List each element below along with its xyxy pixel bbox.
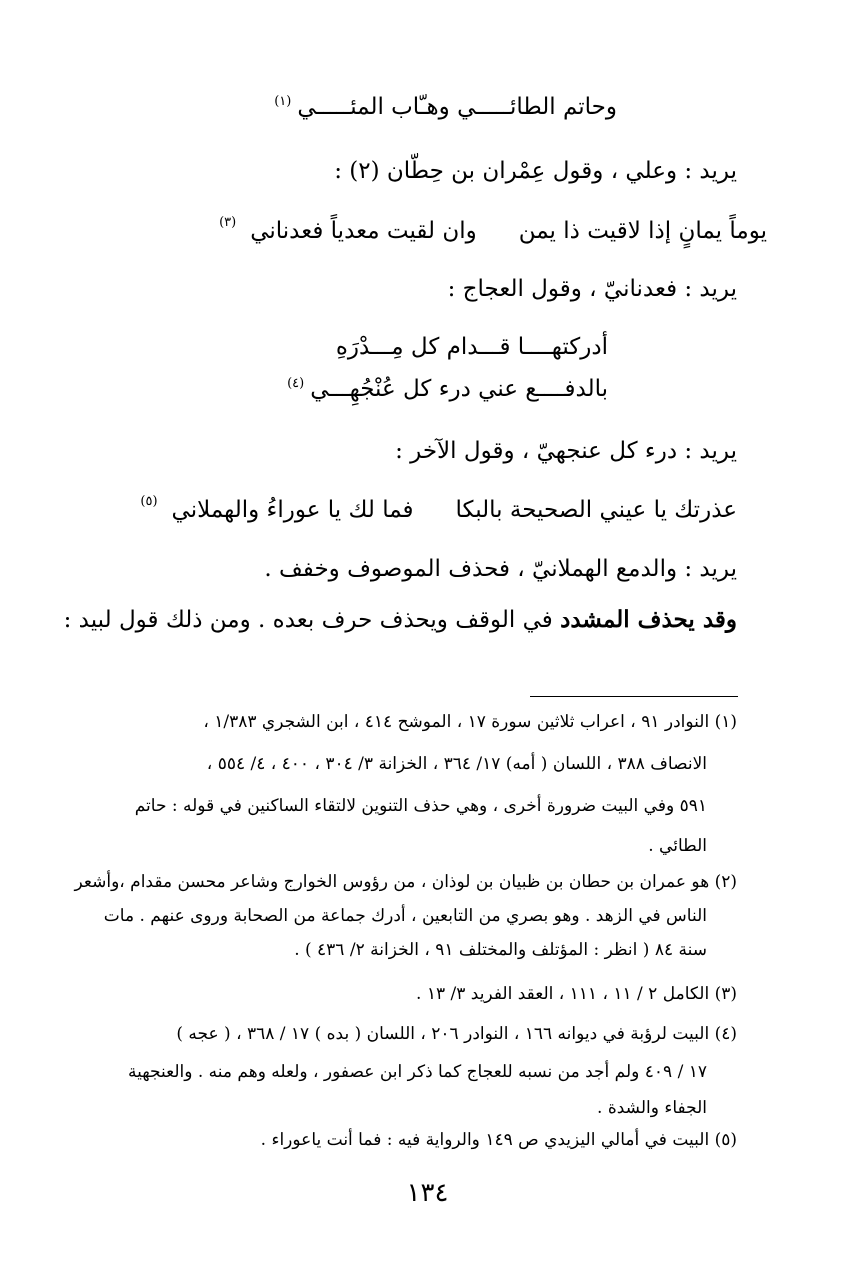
verse-text: وحاتم الطائـــــي وهـّاب المئـــــي bbox=[297, 94, 617, 120]
rajaz-line-1: أدركتهــــا قـــدام كل مِـــدْرَهِ bbox=[335, 334, 608, 360]
verse-2-hemistich-1: عذرتك يا عيني الصحيحة بالبكا bbox=[455, 497, 737, 523]
footnote-3-line-1: (٣) الكامل ٢ / ١١ ، ١١١ ، العقد الفريد ٣/ ١٣ . bbox=[416, 984, 737, 1004]
body-line-4: يريد : درء كل عنجهيّ ، وقول الآخر : bbox=[395, 438, 737, 464]
footnote-1-line-3: ٥٩١ وفي البيت ضرورة أخرى ، وهي حذف التنوين لالتقاء الساكنين في قوله : حاتم bbox=[134, 796, 707, 816]
footnote-2-line-2: الناس في الزهد . وهو بصري من التابعين ، أدرك جماعة من الصحابة وروى عنهم . مات bbox=[103, 906, 707, 926]
verse-1 bbox=[219, 215, 767, 244]
footnote-2-line-3: سنة ٨٤ ( انظر : المؤتلف والمختلف ٩١ ، الخزانة ٢/ ٤٣٦ ) . bbox=[294, 940, 707, 960]
body-line-6-rest: في الوقف ويحذف حرف بعده . ومن ذلك قول لبيد : bbox=[63, 607, 561, 633]
footnote-1-line-2: الانصاف ٣٨٨ ، اللسان ( أمه) ١٧/ ٣٦٤ ، الخزانة ٣/ ٣٠٤ ، ٤٠٠ ، ٤/ ٥٥٤ ، bbox=[206, 754, 707, 774]
footnote-4-line-3: الجفاء والشدة . bbox=[597, 1098, 707, 1118]
body-line-5: يريد : والدمع الهملانيّ ، فحذف الموصوف وخفف . bbox=[264, 556, 737, 582]
footnote-1-line-1: (١) النوادر ٩١ ، اعراب ثلاثين سورة ١٧ ، الموشح ٤١٤ ، ابن الشجري ١/٣٨٣ ، bbox=[203, 712, 737, 732]
body-line-3: يريد : فعدنانيّ ، وقول العجاج : bbox=[447, 276, 737, 302]
footnote-2-line-1: (٢) هو عمران بن حطان بن ظبيان بن لوذان ، من رؤوس الخوارج وشاعر محسن مقدام ،وأشعر bbox=[74, 872, 737, 892]
rajaz-line-2-text: بالدفــــع عني درء كل عُنْجُهِـــي bbox=[310, 376, 608, 402]
footnote-separator bbox=[530, 696, 738, 697]
footnote-marker-4: (٤) bbox=[287, 376, 305, 392]
footnote-5-line-1: (٥) البيت في أمالي اليزيدي ص ١٤٩ والرواية فيه : فما أنت ياعوراء . bbox=[260, 1130, 737, 1150]
verse-1-hemistich-1: يوماً يمانٍ إذا لاقيت ذا يمن bbox=[518, 218, 767, 244]
footnote-marker-1: (١) bbox=[274, 94, 292, 110]
verse-2 bbox=[140, 494, 737, 523]
footnote-4-line-1: (٤) البيت لرؤبة في ديوانه ١٦٦ ، النوادر ٢٠٦ ، اللسان ( بده ) ١٧ / ٣٦٨ ، ( عجه ) bbox=[176, 1024, 737, 1044]
body-line-6-bold: وقد يحذف المشدد bbox=[560, 606, 737, 633]
footnote-1-line-4: الطائي . bbox=[648, 836, 707, 856]
verse-1-hemistich-2: وان لقيت معدياً فعدناني bbox=[250, 218, 477, 244]
verse-line-hatim bbox=[268, 94, 617, 122]
verse-2-hemistich-2: فما لك يا عوراءُ والهملاني bbox=[171, 497, 414, 523]
body-line-6 bbox=[64, 606, 737, 635]
footnote-marker-5: (٥) bbox=[140, 494, 158, 509]
rajaz-line-2 bbox=[281, 376, 608, 404]
page-number: ١٣٤ bbox=[406, 1178, 449, 1208]
footnote-marker-3: (٣) bbox=[219, 215, 237, 230]
footnote-4-line-2: ١٧ / ٤٠٩ ولم أجد من نسبه للعجاج كما ذكر ابن عصفور ، ولعله وهم منه . والعنجهية bbox=[127, 1062, 707, 1082]
body-line-2: يريد : وعلي ، وقول عِمْران بن حِطّان (٢) : bbox=[334, 158, 737, 184]
